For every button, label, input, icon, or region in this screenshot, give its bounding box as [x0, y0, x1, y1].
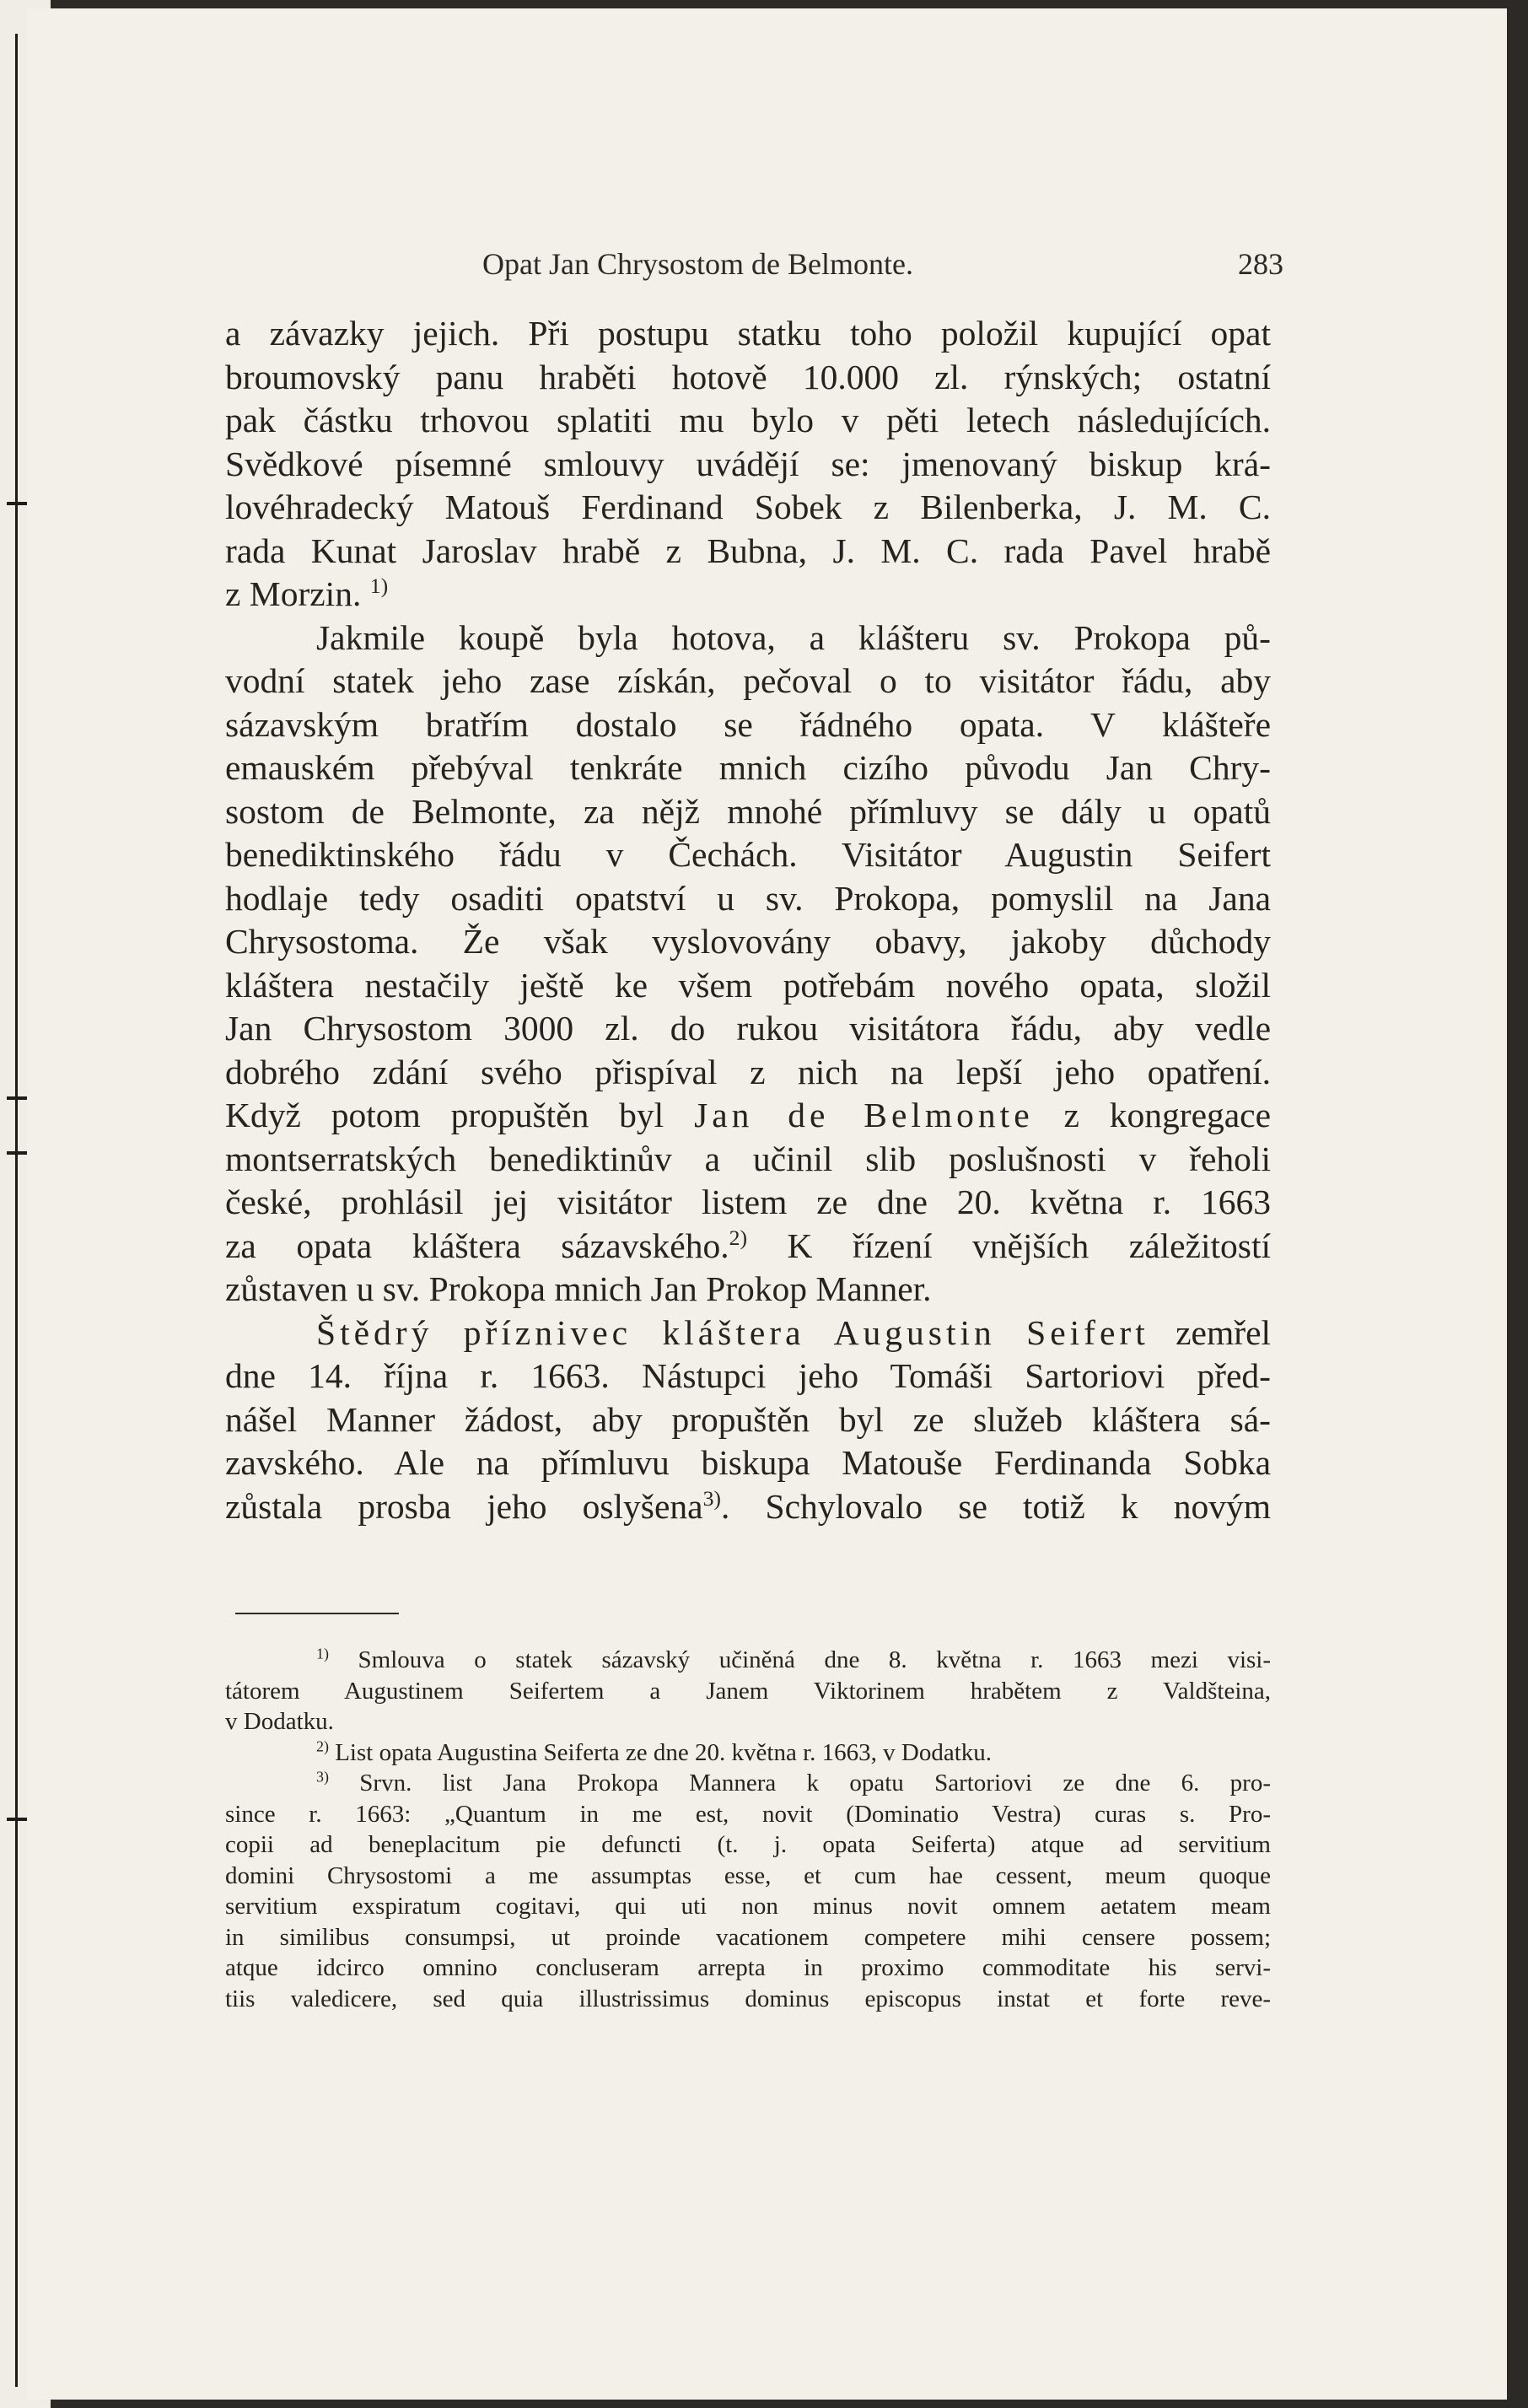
- scan-binding-mark: [7, 1151, 29, 1155]
- footnote-marker: 2): [316, 1737, 329, 1754]
- footnote-line: tiis valedicere, sed quia illustrissimus dominus episcopus instat et forte reve-: [225, 1985, 1271, 2012]
- text-line: za opata kláštera sázavského.$^{2)}$ K řízení vnějších záležitostí: [225, 1225, 1272, 1265]
- text-line: Když potom propuštěn byl Jan de Belmonte z kongregace: [225, 1096, 1272, 1134]
- running-title: Opat Jan Chrysostom de Belmonte.: [482, 247, 913, 281]
- text-line: benediktinského řádu v Čechách. Visitátor Augustin Seifert: [225, 835, 1271, 874]
- text-line: dobrého zdání svého přispíval z nich na lepší jeho opatření.: [225, 1052, 1271, 1091]
- page-number: 283: [1238, 247, 1283, 281]
- text-line: sostom de Belmonte, za nějž mnohé přímluvy se dály u opatů: [225, 791, 1271, 831]
- person-name-spaced: Jan de Belmonte: [694, 1096, 1034, 1134]
- text-line: kláštera nestačily ještě ke všem potřebám nového opata, složil: [225, 965, 1271, 1005]
- footnote-ref: 2): [729, 1225, 748, 1250]
- text-line: z Morzin. $^{1)}$: [225, 574, 389, 613]
- text-line: a závazky jejich. Při postupu statku toho položil kupující opat: [225, 314, 1271, 353]
- footnote-line: $^{3)}$ Srvn. list Jana Prokopa Mannera k opatu Sartoriovi ze dne 6. pro-: [316, 1768, 1271, 1797]
- footnote-line: copii ad beneplacitum pie defuncti (t. j. opata Seiferta) atque ad servitium: [225, 1831, 1271, 1858]
- footnote-line: domini Chrysostomi a me assumptas esse, et cum hae cessent, meum quoque: [225, 1861, 1271, 1889]
- book-page: [27, 8, 1507, 2400]
- text-line: Chrysostoma. Že však vyslovovány obavy, jakoby důchody: [225, 922, 1271, 961]
- footnote-line: in similibus consumpsi, ut proinde vacationem competere mihi censere possem;: [225, 1923, 1271, 1951]
- text-line: Jan Chrysostom 3000 zl. do rukou visitátora řádu, aby vedle: [225, 1009, 1271, 1048]
- footnote-separator: [235, 1613, 399, 1614]
- scan-binding-mark: [7, 1818, 29, 1821]
- footnote-line: atque idcirco omnino concluseram arrepta in proximo commoditate his servi-: [225, 1954, 1271, 1981]
- running-header: [482, 246, 1283, 282]
- text-line: montserratských benediktinův a učinil slib poslušnosti v řeholi: [225, 1139, 1271, 1178]
- text-line: nášel Manner žádost, aby propuštěn byl ze služeb kláštera sá-: [225, 1399, 1271, 1439]
- scan-binding-line: [15, 34, 18, 2387]
- text-line: zůstala prosba jeho oslyšena$^{3)}$. Schylovalo se totiž k novým: [225, 1485, 1272, 1526]
- footnote-marker: 1): [316, 1645, 329, 1662]
- scan-binding-mark: [7, 1096, 29, 1100]
- footnote-line: tátorem Augustinem Seifertem a Janem Viktorinem hrabětem z Valdšteina,: [225, 1677, 1271, 1705]
- footnote-ref: 1): [369, 574, 389, 599]
- text-line: sázavským bratřím dostalo se řádného opata. V klášteře: [225, 704, 1271, 744]
- text-line: zavského. Ale na přímluvu biskupa Matouše Ferdinanda Sobka: [225, 1443, 1271, 1482]
- footnote-line: servitium exspiratum cogitavi, qui uti non minus novit omnem aetatem meam: [225, 1893, 1271, 1920]
- text-line: lovéhradecký Matouš Ferdinand Sobek z Bilenberka, J. M. C.: [225, 488, 1271, 526]
- text-line: rada Kunat Jaroslav hrabě z Bubna, J. M. C. rada Pavel hrabě: [225, 531, 1271, 570]
- text-line: dne 14. října r. 1663. Nástupci jeho Tomáši Sartoriovi před-: [225, 1356, 1271, 1395]
- footnote-line: $^{1)}$ Smlouva o statek sázavský učiněná dne 8. května r. 1663 mezi visi-: [316, 1645, 1272, 1673]
- text-line: Svědkové písemné smlouvy uvádějí se: jmenovaný biskup krá-: [225, 444, 1271, 483]
- scan-binding-mark: [7, 502, 29, 505]
- footnote-line: since r. 1663: „Quantum in me est, novit (Dominatio Vestra) curas s. Pro-: [225, 1800, 1271, 1828]
- footnote-line: v Dodatku.: [225, 1708, 334, 1735]
- person-name-spaced: Štědrý příznivec kláštera Augustin Seifert: [316, 1312, 1149, 1352]
- text-line: pak částku trhovou splatiti mu bylo v pěti letech následujících.: [225, 401, 1271, 439]
- main-text: [225, 312, 1271, 1528]
- text-line: Štědrý příznivec kláštera Augustin Seifert zemřel: [316, 1312, 1272, 1352]
- footnote-ref: 3): [702, 1485, 721, 1511]
- text-line: Jakmile koupě byla hotova, a klášteru sv. Prokopa pů-: [316, 617, 1271, 657]
- text-line: české, prohlásil jej visitátor listem ze dne 20. května r. 1663: [225, 1182, 1271, 1221]
- text-line: vodní statek jeho zase získán, pečoval o to visitátor řádu, aby: [225, 661, 1271, 700]
- footnote-marker: 3): [316, 1768, 329, 1786]
- footnotes: [225, 1645, 1271, 2014]
- text-line: hodlaje tedy osaditi opatství u sv. Prokopa, pomyslil na Jana: [225, 878, 1271, 918]
- text-line: broumovský panu hraběti hotově 10.000 zl. rýnských; ostatní: [225, 357, 1271, 396]
- text-line: zůstaven u sv. Prokopa mnich Jan Prokop Manner.: [225, 1269, 932, 1308]
- text-line: emauském přebýval tenkráte mnich cizího původu Jan Chry-: [225, 748, 1271, 787]
- footnote-line: $^{2)}$ List opata Augustina Seiferta ze dne 20. května r. 1663, v Dodatku.: [316, 1737, 993, 1766]
